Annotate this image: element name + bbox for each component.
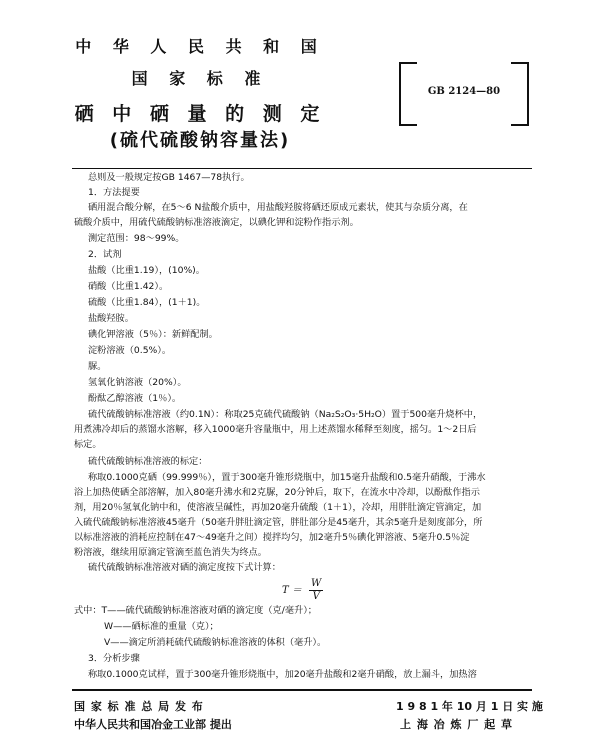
standard-code: GB 2124—80 (427, 86, 501, 97)
document-subtitle: (硫代硫酸钠容量法) (109, 130, 291, 151)
formula-equals: ＝ (291, 585, 302, 596)
list-item: 脲。 (88, 361, 107, 372)
footer-drafter: 上 海 冶 炼 厂 起 草 (400, 718, 513, 731)
formula-fraction (309, 578, 323, 603)
list-item: 氢氧化钠溶液（20%）。 (88, 377, 187, 388)
footer-proposer: 中华人民共和国冶金工业部 提出 (74, 718, 232, 731)
footer-issuer: 国 家 标 准 总 局 发 布 (74, 700, 204, 713)
list-item: 淀粉溶液（0.5%）。 (88, 345, 172, 356)
text-line: 粉溶液，继续用原滴定管滴至蓝色消失为终点。 (74, 547, 267, 558)
titer-formula (282, 578, 323, 603)
text-line: 式中：T——硫代硫酸钠标准溶液对硒的滴定度（克/毫升）； (74, 605, 317, 616)
list-item: 碘化钾溶液（5％）：新鲜配制。 (88, 329, 218, 340)
top-rule (72, 168, 532, 169)
section-heading: 3．分析步骤 (88, 653, 140, 664)
list-item: 盐酸（比重1.19），(10%)。 (88, 265, 205, 276)
document-title: 硒 中 硒 量 的 测 定 (74, 103, 326, 125)
text-line: 标定。 (74, 439, 102, 450)
formula-lhs: T (282, 585, 289, 596)
formula-numerator: W (311, 578, 322, 589)
text-line: 测定范围：98～99%。 (88, 233, 185, 244)
standard-code-box (399, 62, 529, 126)
text-line: 用煮沸冷却后的蒸馏水溶解，移入1000毫升容量瓶中，用上述蒸馏水稀释至刻度，摇匀。1～2日后 (74, 424, 477, 435)
text-line: 硫代硫酸钠标准溶液的标定： (88, 456, 208, 467)
text-line: 硫酸介质中，用硫代硫酸钠标准溶液滴定，以碘化钾和淀粉作指示剂。 (74, 217, 359, 228)
text-line: 总则及一般规定按GB 1467—78执行。 (88, 172, 250, 183)
formula-denominator: V (312, 591, 320, 602)
text-line: V——滴定所消耗硫代硫酸钠标准溶液的体积（毫升）。 (104, 637, 327, 648)
footer-date: 1 9 8 1 年 10 月 1 日 实 施 (396, 700, 543, 713)
bottom-rule (72, 689, 532, 691)
list-item: 盐酸羟胺。 (88, 313, 134, 324)
section-heading: 2．试剂 (88, 249, 122, 260)
text-line: 以标准溶液的消耗应控制在47～49毫升之间）搅拌均匀，加2毫升5％碘化钾溶液、5毫升0.5％淀 (74, 532, 470, 543)
country-heading: 中 华 人 民 共 和 国 (75, 37, 325, 56)
text-line: W——硒标准的重量（克）； (104, 621, 219, 632)
text-line: 硫代硫酸钠标准溶液对硒的滴定度按下式计算： (88, 562, 281, 573)
section-heading: 1．方法提要 (88, 187, 140, 198)
text-line: 硫代硫酸钠标准溶液（约0.1N）：称取25克硫代硫酸钠（Na₂S₂O₃·5H₂O）置于500毫升烧杯中， (88, 409, 483, 420)
text-line: 硒用混合酸分解，在5～6 N盐酸介质中，用盐酸羟胺将硒还原成元素状，使其与杂质分离，在 (88, 202, 468, 213)
text-line: 浴上加热使硒全部溶解，加入80毫升沸水和2克脲，20分钟后，取下，在流水中冷却，以酚酞作指示 (74, 487, 480, 498)
text-line: 称取0.1000克试样，置于300毫升锥形烧瓶中，加20毫升盐酸和2毫升硝酸，放上漏斗，加热溶 (88, 669, 477, 680)
standard-type-heading: 国 家 标 准 (131, 69, 269, 88)
list-item: 硫酸（比重1.84），(1＋1)。 (88, 297, 206, 308)
list-item: 硝酸（比重1.42）。 (88, 281, 169, 292)
text-line: 入硫代硫酸钠标准溶液45毫升（50毫升胖肚滴定管，胖肚部分是45毫升，其余5毫升是刻度部分，所 (74, 517, 483, 528)
list-item: 酚酞乙醇溶液（1％）。 (88, 393, 182, 404)
text-line: 称取0.1000克硒（99.999％），置于300毫升锥形烧瓶中，加15毫升盐酸和0.5毫升硝酸，于沸水 (88, 472, 486, 483)
text-line: 剂，用20％氢氧化钠中和，使溶液呈碱性，再加20毫升硫酸（1＋1），冷却，用胖肚滴定管滴定，加 (74, 502, 482, 513)
